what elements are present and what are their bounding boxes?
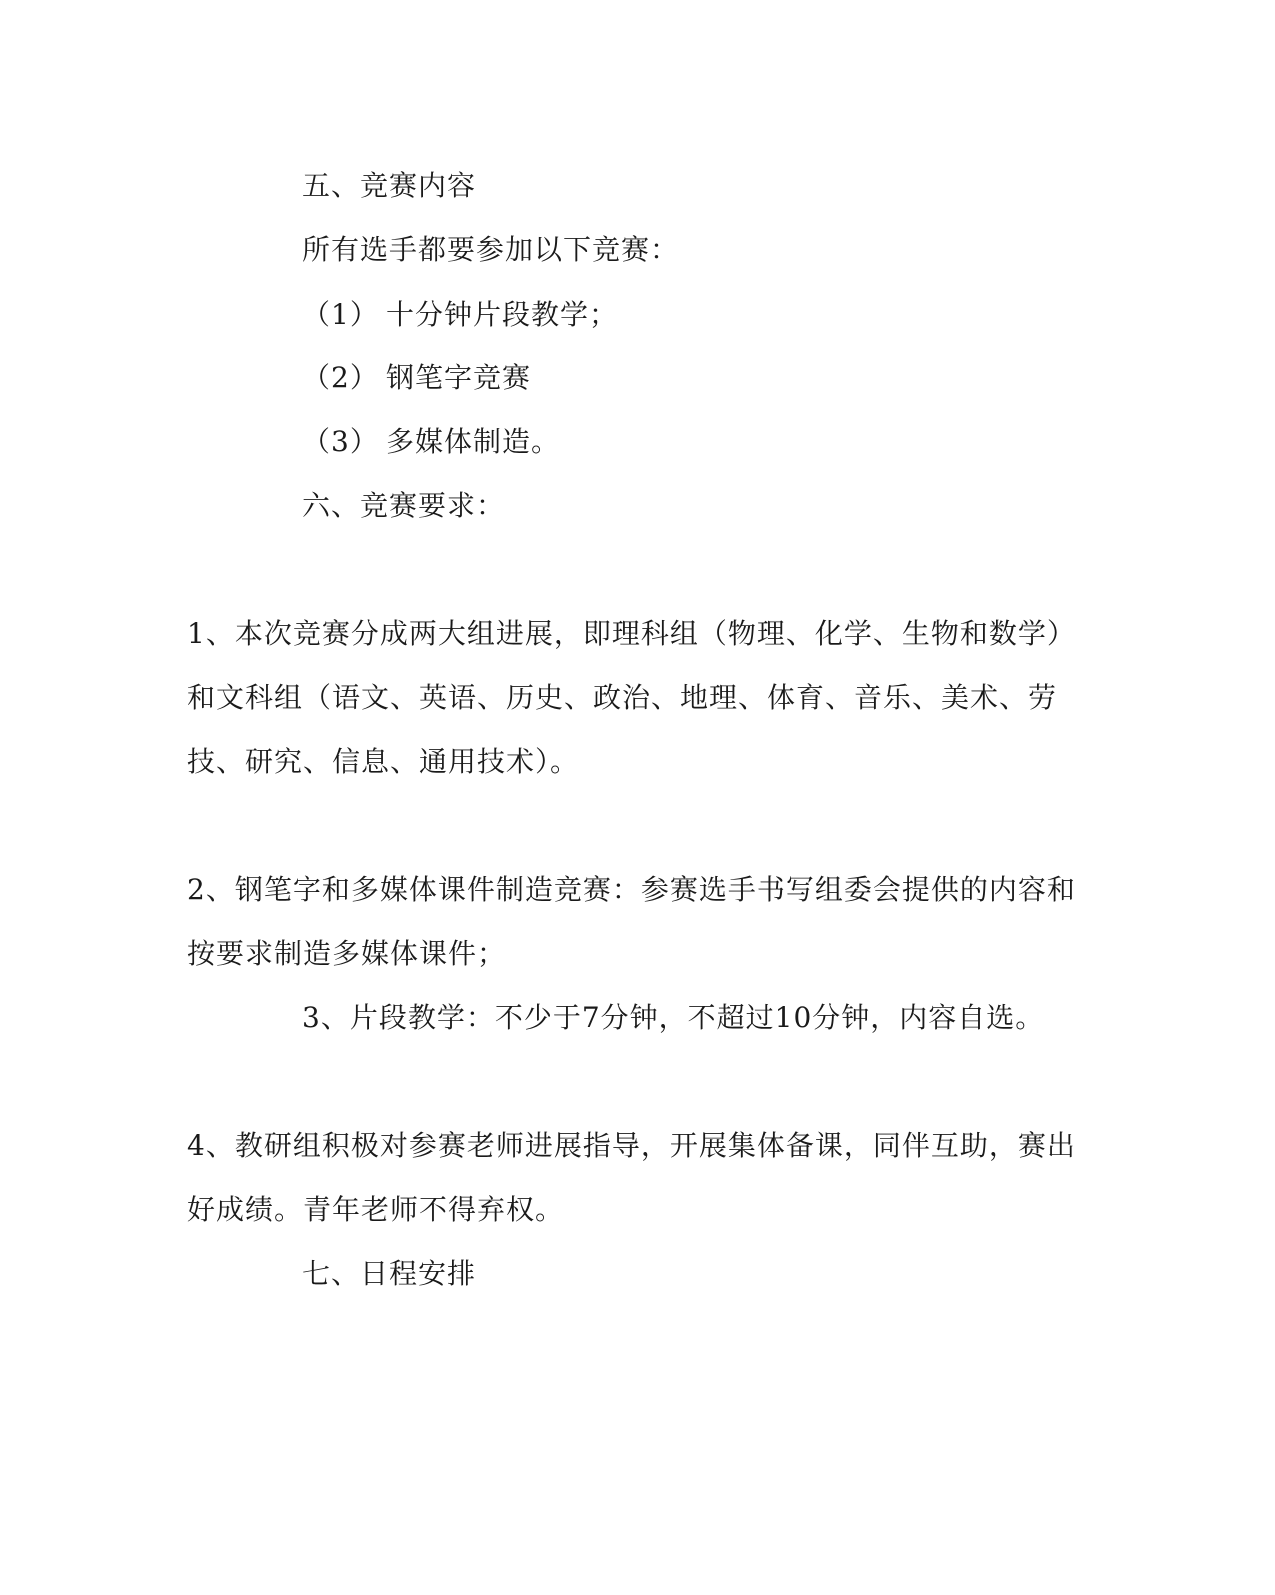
requirement-4-line-1: 4、教研组积极对参赛老师进展指导，开展集体备课，同伴互助，赛出 [187,1129,1076,1162]
section6-heading: 六、竞赛要求： [302,489,506,522]
list-item-text: 十分钟片段教学； [386,298,619,331]
requirement-4-line-2: 好成绩。青年老师不得弃权。 [187,1193,565,1226]
list-item [302,358,531,398]
list-item [302,422,560,462]
requirement-2-line-2: 按要求制造多媒体课件； [187,937,507,970]
list-item-number: （3） [302,425,379,458]
requirement-1-line-3: 技、研究、信息、通用技术）。 [187,745,580,778]
list-item [302,295,618,335]
list-item-number: （1） [302,298,379,331]
requirement-2-line-1: 2、钢笔字和多媒体课件制造竞赛：参赛选手书写组委会提供的内容和 [187,873,1076,906]
section5-intro: 所有选手都要参加以下竞赛： [302,233,680,266]
section5-heading: 五、竞赛内容 [302,169,477,202]
list-item-number: （2） [302,361,379,394]
list-item-text: 多媒体制造。 [386,425,561,458]
section7-heading: 七、日程安排 [302,1257,477,1290]
requirement-3: 3、片段教学：不少于7分钟，不超过10分钟，内容自选。 [302,1001,1045,1034]
list-item-text: 钢笔字竞赛 [386,361,532,394]
requirement-1-line-1: 1、本次竞赛分成两大组进展，即理科组（物理、化学、生物和数学） [187,617,1076,650]
requirement-1-line-2: 和文科组（语文、英语、历史、政治、地理、体育、音乐、美术、劳 [187,681,1058,714]
